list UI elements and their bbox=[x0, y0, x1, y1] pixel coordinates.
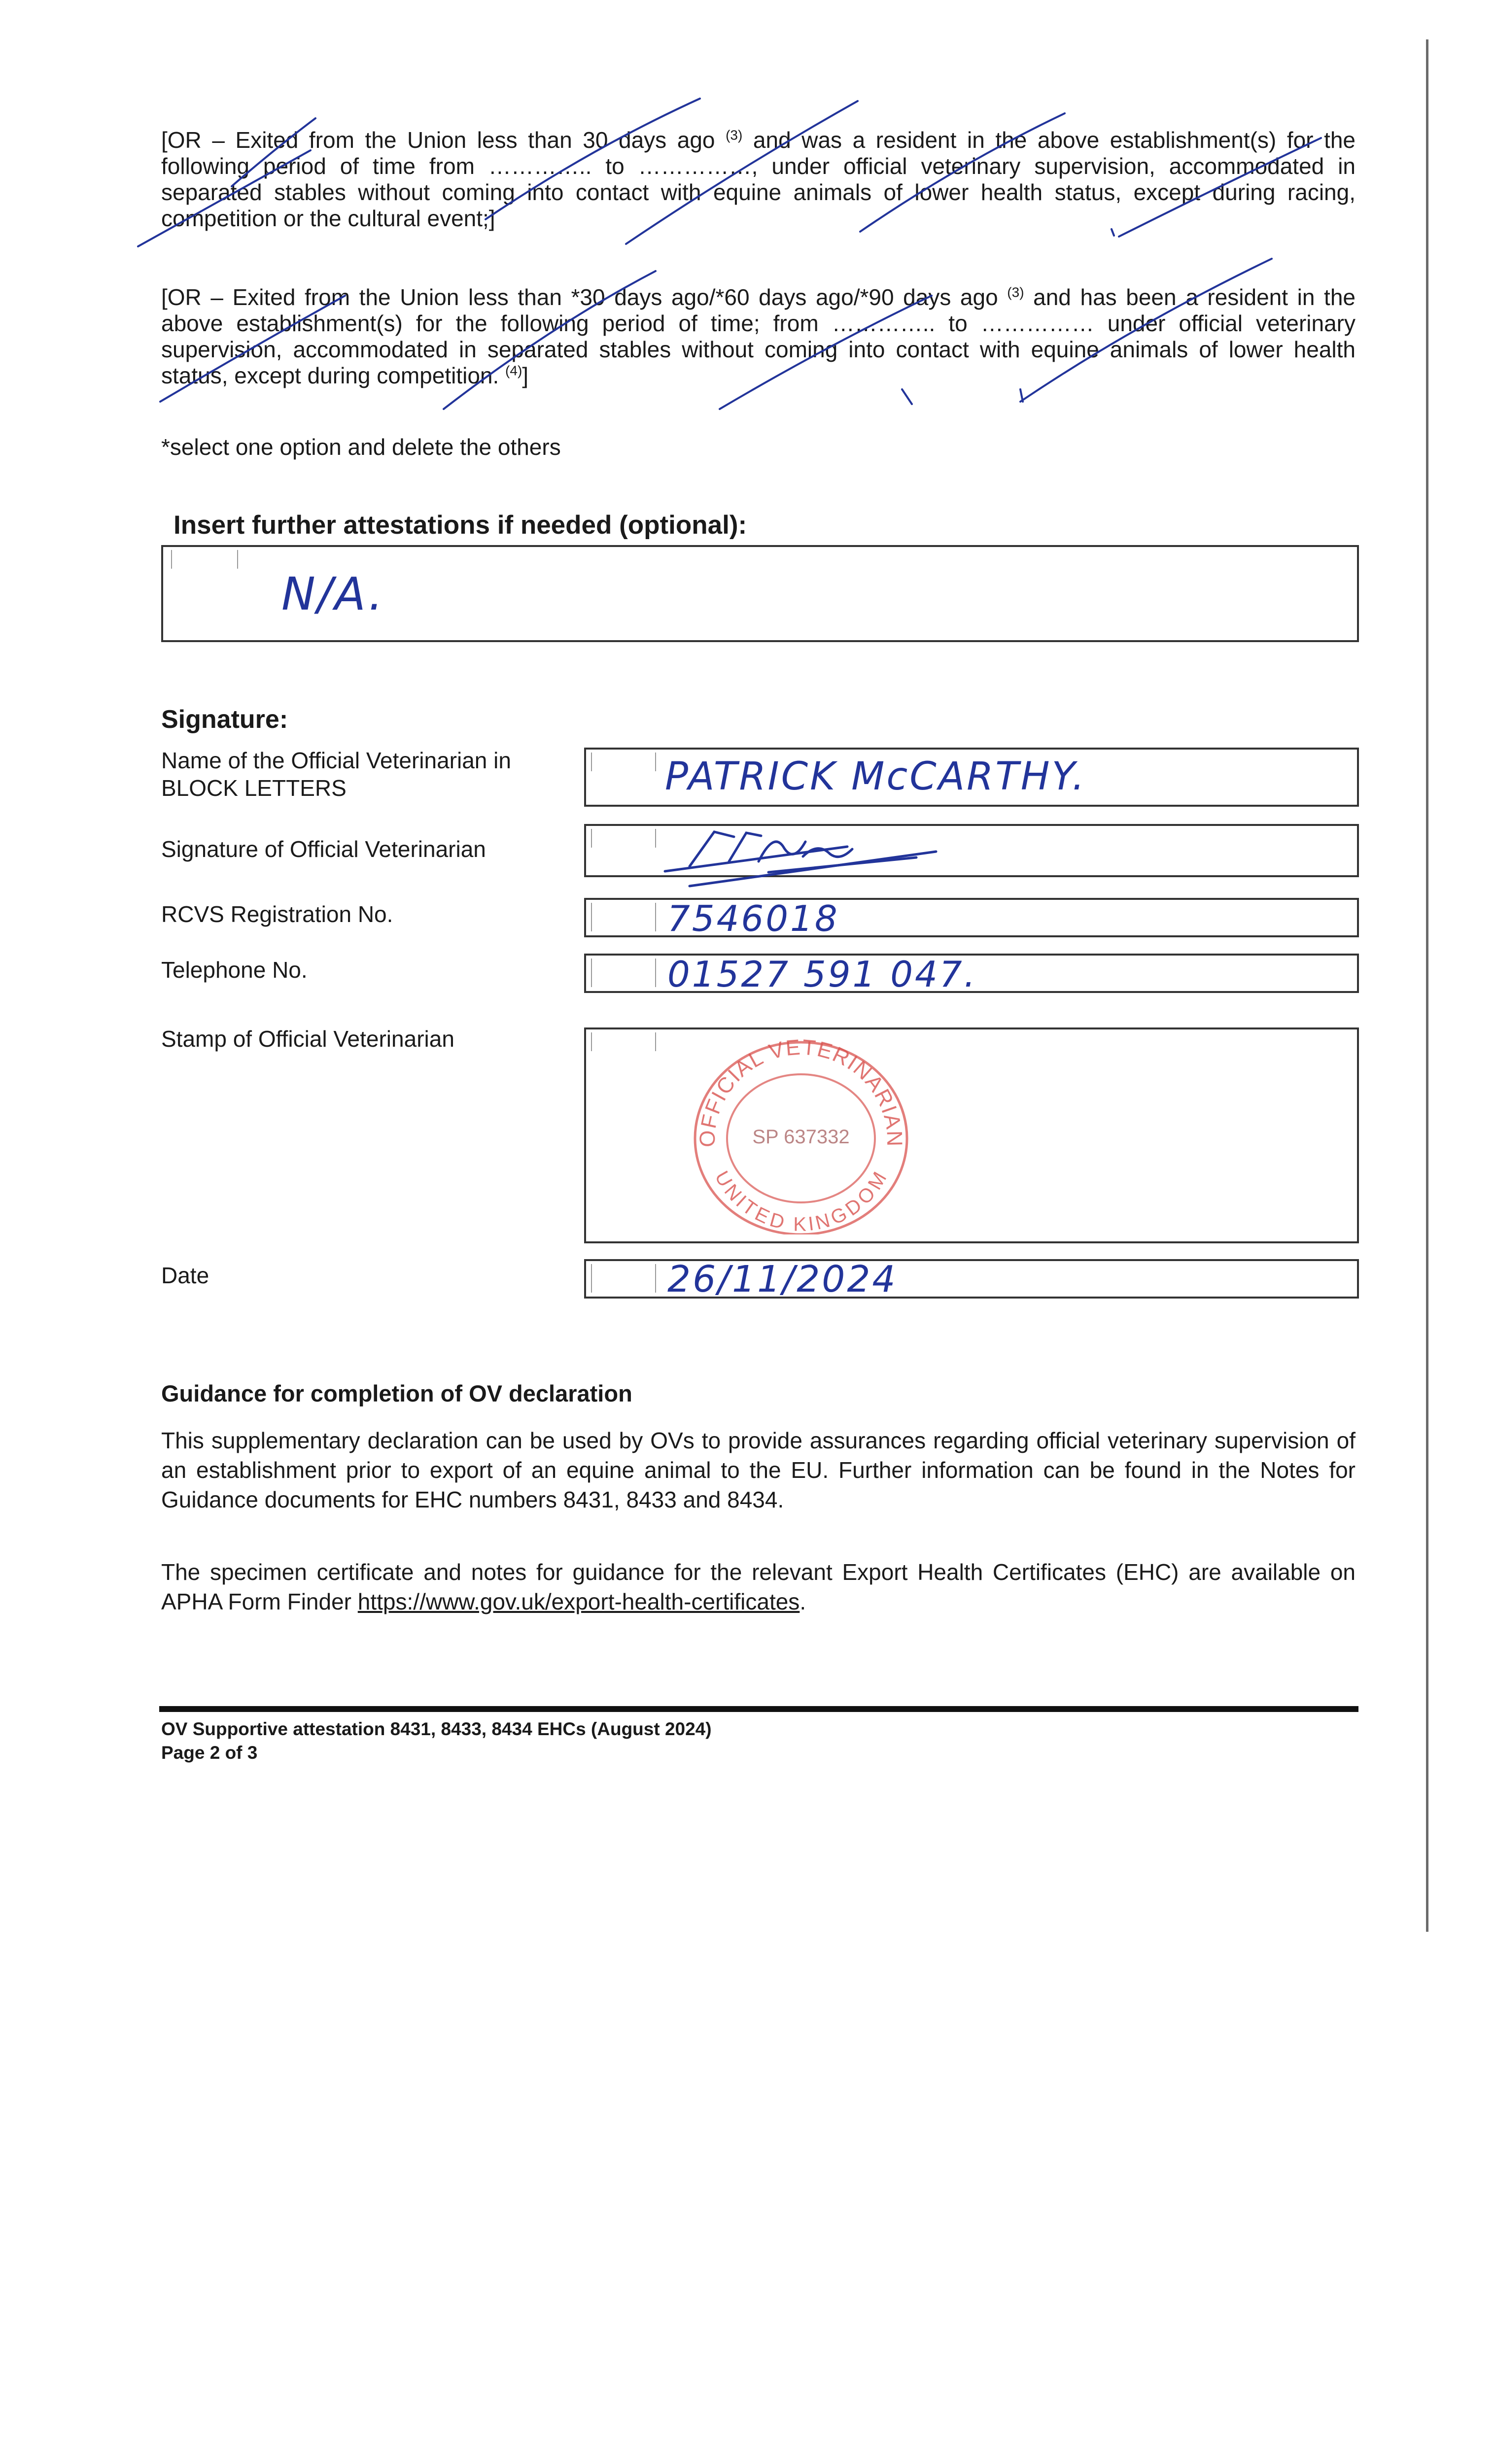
field-marker bbox=[591, 1032, 592, 1051]
field-marker bbox=[237, 550, 238, 569]
handwritten-signature bbox=[660, 827, 956, 891]
rcvs-value: 7546018 bbox=[667, 898, 839, 939]
rcvs-label: RCVS Registration No. bbox=[161, 901, 393, 927]
guidance-paragraph-2-end: . bbox=[800, 1589, 806, 1614]
footer-document-title: OV Supportive attestation 8431, 8433, 8434 EHCs (August 2024) bbox=[161, 1719, 712, 1739]
telephone-label: Telephone No. bbox=[161, 957, 308, 983]
stamp-number: SP 637332 bbox=[752, 1126, 850, 1148]
paragraph-1-text-b: and was a resident in the above establishment(s) for the following period of time from ………….. to ……………, under official veterinary supervision, accommodated in separated stables without coming into contact with equine animals of lower health status, except during racing, competition or the cultural event;] bbox=[161, 127, 1356, 231]
footer-rule bbox=[159, 1706, 1358, 1712]
vet-signature-label: Signature of Official Veterinarian bbox=[161, 836, 486, 862]
guidance-paragraph-2-text: The specimen certificate and notes for guidance for the relevant Export Health Certificates (EHC) are available on APHA Form Finder bbox=[161, 1559, 1356, 1614]
or-exited-paragraph-1 bbox=[161, 127, 1356, 232]
telephone-field[interactable] bbox=[584, 954, 1359, 993]
further-attestations-box[interactable] bbox=[161, 545, 1359, 642]
guidance-paragraph-1: This supplementary declaration can be used by OVs to provide assurances regarding official veterinary supervision of an establishment prior to export of an equine animal to the EU. Further information can be found in the Notes for Guidance documents for EHC numbers 8431, 8433 and 8434. bbox=[161, 1428, 1356, 1512]
field-marker bbox=[655, 753, 656, 771]
paragraph-1-text-a: [OR – Exited from the Union less than 30 days ago bbox=[161, 127, 715, 153]
official-veterinarian-stamp bbox=[685, 1027, 917, 1234]
field-marker bbox=[591, 1264, 592, 1293]
signature-section-title: Signature: bbox=[161, 705, 288, 734]
date-field[interactable] bbox=[584, 1259, 1359, 1299]
field-marker bbox=[171, 550, 172, 569]
footer-page-number: Page 2 of 3 bbox=[161, 1743, 258, 1763]
further-attestations-value: N/A. bbox=[281, 568, 385, 620]
stamp-top-text: OFFICIAL VETERINARIAN bbox=[695, 1035, 907, 1148]
field-marker bbox=[655, 958, 656, 987]
guidance-paragraph-2 bbox=[161, 1557, 1356, 1616]
field-marker bbox=[655, 829, 656, 848]
vet-name-label-line1: Name of the Official Veterinarian in bbox=[161, 748, 511, 773]
footnote-ref-3: (3) bbox=[1007, 284, 1024, 300]
apha-form-finder-link[interactable]: https://www.gov.uk/export-health-certificates bbox=[357, 1589, 800, 1614]
vet-name-field[interactable] bbox=[584, 748, 1359, 807]
field-marker bbox=[591, 958, 592, 987]
telephone-value: 01527 591 047. bbox=[667, 954, 977, 995]
stamp-label: Stamp of Official Veterinarian bbox=[161, 1026, 454, 1052]
further-attestations-title: Insert further attestations if needed (optional): bbox=[174, 511, 747, 540]
rcvs-field[interactable] bbox=[584, 898, 1359, 937]
paragraph-2-text-c: ] bbox=[522, 363, 529, 388]
footnote-ref-4: (4) bbox=[505, 363, 522, 378]
paragraph-2-text-a: [OR – Exited from the Union less than *30 days ago/*60 days ago/*90 days ago bbox=[161, 284, 998, 310]
svg-text:UNITED KINGDOM bbox=[711, 1167, 892, 1234]
field-marker bbox=[591, 903, 592, 931]
field-marker bbox=[591, 753, 592, 771]
or-exited-paragraph-2 bbox=[161, 284, 1356, 389]
field-marker bbox=[655, 903, 656, 931]
date-label: Date bbox=[161, 1263, 209, 1288]
select-option-note: *select one option and delete the others bbox=[161, 434, 561, 460]
vet-name-label-line2: BLOCK LETTERS bbox=[161, 775, 347, 801]
field-marker bbox=[655, 1264, 656, 1293]
vet-name-label bbox=[161, 747, 511, 802]
vet-signature-field[interactable] bbox=[584, 824, 1359, 877]
scan-edge-line bbox=[1426, 39, 1428, 1932]
guidance-title: Guidance for completion of OV declaration bbox=[161, 1380, 632, 1406]
footnote-ref-3: (3) bbox=[726, 127, 743, 143]
field-marker bbox=[655, 1032, 656, 1051]
paragraph-2-text-b: and has been a resident in the above establishment(s) for the following period of time; from ………….. to …………… under official veterinary supervision, accommodated in separated stables without coming into contact with equine animals of lower health status, except during competition. bbox=[161, 284, 1356, 388]
stamp-bottom-text: UNITED KINGDOM bbox=[710, 1167, 892, 1234]
field-marker bbox=[591, 829, 592, 848]
vet-name-value: PATRICK McCARTHY. bbox=[665, 754, 1086, 799]
date-value: 26/11/2024 bbox=[667, 1258, 898, 1300]
